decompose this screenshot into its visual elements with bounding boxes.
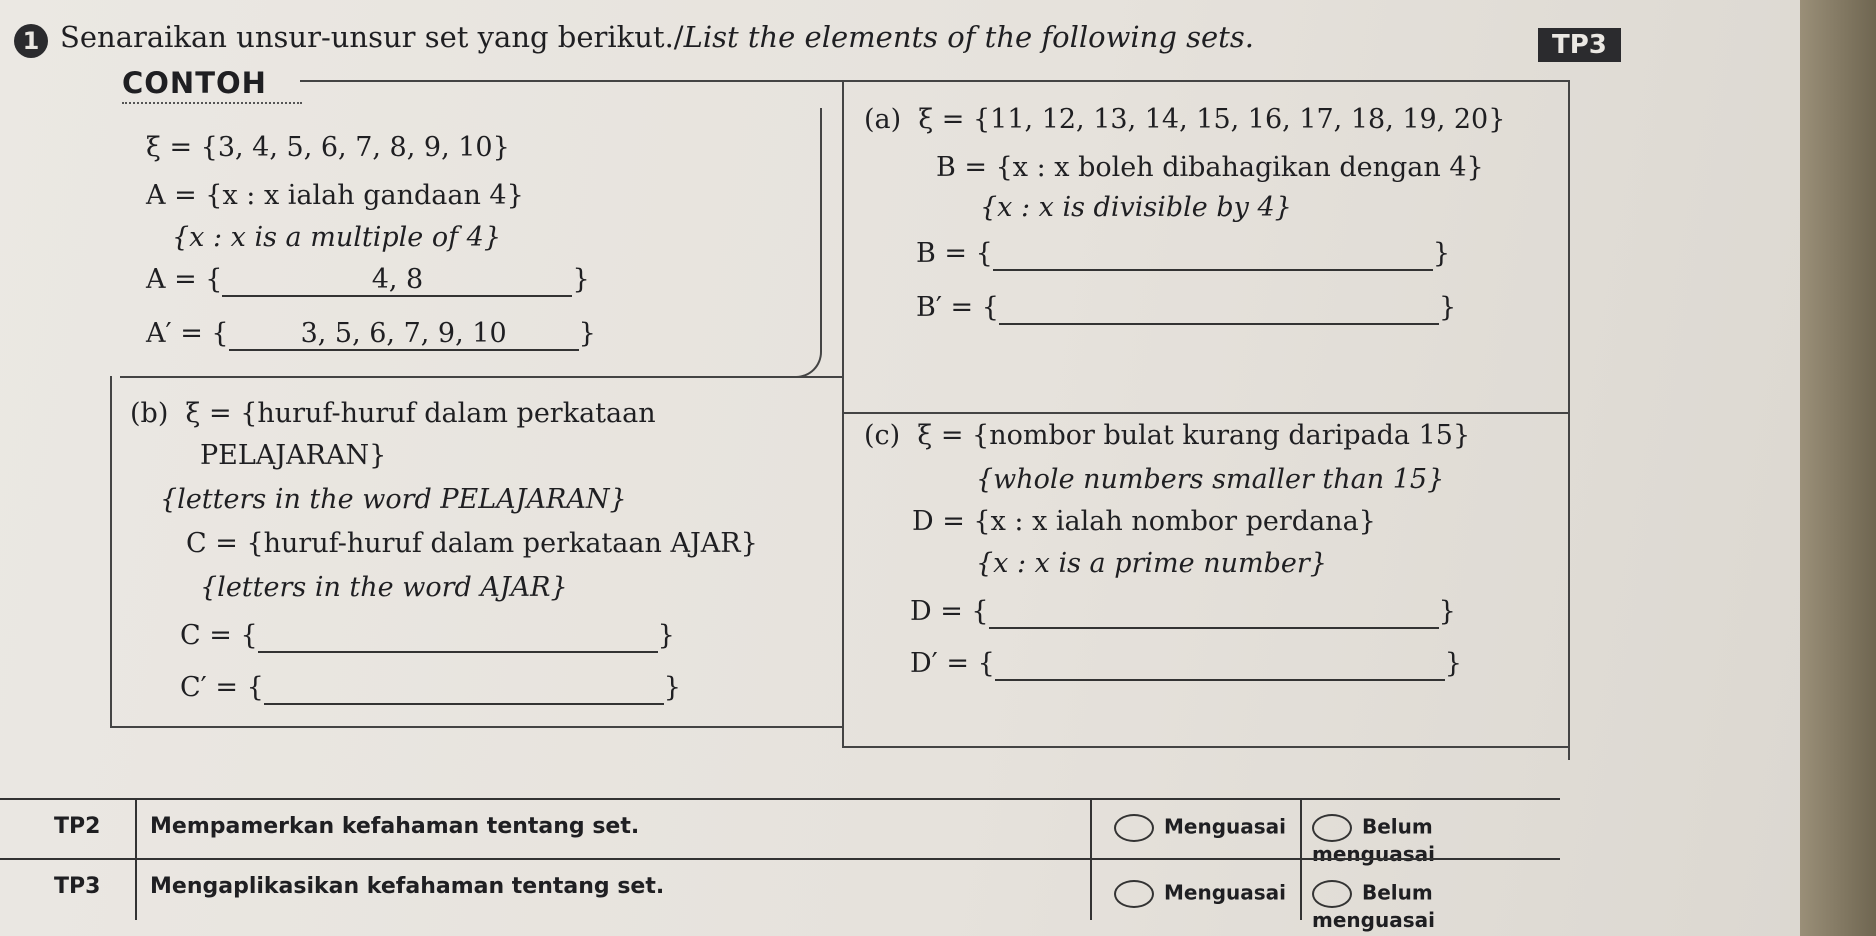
part-c-d-close: } [1438, 596, 1456, 627]
part-c-universal-text: ξ = {nombor bulat kurang daripada 15} [917, 420, 1471, 451]
option-menguasai[interactable] [1114, 880, 1286, 908]
tp-separator [135, 860, 137, 920]
grid-mid-right-line [842, 412, 1568, 414]
question-number: 1 [14, 24, 48, 58]
grid-bottom-left-line [110, 726, 842, 728]
grid-left-line [110, 376, 112, 726]
part-c-d-answer[interactable] [989, 596, 1439, 629]
part-b-c-answer[interactable] [258, 620, 658, 653]
option-label: Belum menguasai [1312, 814, 1435, 866]
part-a-b-close: } [1432, 238, 1450, 269]
question-text [60, 20, 1254, 54]
part-b-c-close: } [657, 620, 675, 651]
part-c-dc-label: D′ = { [910, 648, 995, 679]
part-a-universal [864, 104, 1505, 135]
part-c-d-set [910, 596, 1456, 629]
radio-circle-icon[interactable] [1312, 880, 1352, 908]
part-c-dc-close: } [1444, 648, 1462, 679]
part-a-label: (a) [864, 104, 902, 135]
question-text-ms: Senaraikan unsur-unsur set yang berikut./ [60, 20, 684, 54]
part-b-def-en: {letters in the word AJAR} [200, 572, 568, 603]
contoh-universal: ξ = {3, 4, 5, 6, 7, 8, 9, 10} [146, 132, 510, 163]
tp-row [0, 798, 1560, 866]
contoh-a-close: } [572, 264, 590, 295]
tp-code: TP2 [54, 814, 101, 839]
option-label: Belum menguasai [1312, 880, 1435, 932]
part-c-universal-en: {whole numbers smaller than 15} [976, 464, 1445, 495]
part-b-universal-2: PELAJARAN} [200, 440, 387, 471]
option-label: Menguasai [1164, 814, 1287, 839]
contoh-underline [122, 102, 302, 104]
part-a-def-ms: B = {x : x boleh dibahagikan dengan 4} [936, 152, 1484, 183]
part-a-bc-answer[interactable] [999, 292, 1439, 325]
tp-option-separator [1090, 860, 1092, 920]
part-b-label: (b) [130, 398, 169, 429]
tp-badge: TP3 [1538, 28, 1621, 62]
part-b-universal-en: {letters in the word PELAJARAN} [160, 484, 627, 515]
radio-circle-icon[interactable] [1312, 814, 1352, 842]
part-b-cc-set [180, 672, 681, 705]
part-c-def-ms: D = {x : x ialah nombor perdana} [912, 506, 1376, 537]
part-b-c-label: C = { [180, 620, 258, 651]
part-c-universal [864, 420, 1470, 451]
part-b-universal-1-text: ξ = {huruf-huruf dalam perkataan [185, 398, 656, 429]
part-b-def-ms: C = {huruf-huruf dalam perkataan AJAR} [186, 528, 758, 559]
part-b-cc-label: C′ = { [180, 672, 264, 703]
part-b-universal-1 [130, 398, 656, 429]
grid-top-line [300, 80, 1570, 82]
grid-middle-line [842, 80, 844, 748]
page-edge [1800, 0, 1876, 936]
part-a-b-label: B = { [916, 238, 993, 269]
part-c-dc-answer[interactable] [995, 648, 1445, 681]
radio-circle-icon[interactable] [1114, 814, 1154, 842]
tp-desc: Mengaplikasikan kefahaman tentang set. [150, 874, 665, 899]
part-a-bc-close: } [1438, 292, 1457, 323]
part-c-def-en: {x : x is a prime number} [976, 548, 1327, 579]
part-a-b-answer[interactable] [993, 238, 1433, 271]
option-menguasai[interactable] [1114, 814, 1286, 842]
grid-bottom-right-line [842, 746, 1568, 748]
contoh-a-label: A = { [146, 264, 223, 295]
part-b-c-set [180, 620, 675, 653]
part-c-label: (c) [864, 420, 901, 451]
tp-code: TP3 [54, 874, 101, 899]
contoh-a-answer: 4, 8 [222, 264, 572, 297]
part-b-cc-answer[interactable] [264, 672, 664, 705]
tp-desc: Mempamerkan kefahaman tentang set. [150, 814, 640, 839]
tp-option-separator [1090, 800, 1092, 860]
tp-separator [135, 800, 137, 860]
question-text-en: List the elements of the following sets. [683, 20, 1254, 54]
contoh-a-set [146, 264, 590, 297]
contoh-ac-close: } [578, 318, 596, 349]
option-label: Menguasai [1164, 880, 1287, 905]
tp-table [0, 798, 1560, 936]
part-a-def-en: {x : x is divisible by 4} [980, 192, 1292, 223]
contoh-title: CONTOH [122, 66, 267, 100]
part-c-d-label: D = { [910, 596, 989, 627]
grid-mid-left-line [120, 376, 842, 378]
contoh-ac-answer: 3, 5, 6, 7, 9, 10 [229, 318, 579, 351]
contoh-ac-label: A′ = { [146, 318, 229, 349]
tp-option-separator [1300, 860, 1302, 920]
tp-option-separator [1300, 800, 1302, 860]
contoh-def-ms: A = {x : x ialah gandaan 4} [146, 180, 524, 211]
grid-right-line [1568, 80, 1570, 760]
part-a-universal-text: ξ = {11, 12, 13, 14, 15, 16, 17, 18, 19, 20} [918, 104, 1506, 135]
part-b-cc-close: } [663, 672, 681, 703]
tp-row [0, 858, 1560, 932]
contoh-def-en: {x : x is a multiple of 4} [172, 222, 502, 253]
option-belum-menguasai[interactable] [1312, 880, 1560, 932]
part-c-dc-set [910, 648, 1462, 681]
part-a-bc-set [916, 292, 1456, 325]
radio-circle-icon[interactable] [1114, 880, 1154, 908]
part-a-bc-label: B′ = { [916, 292, 999, 323]
part-a-b-set [916, 238, 1450, 271]
contoh-ac-set [146, 318, 596, 351]
